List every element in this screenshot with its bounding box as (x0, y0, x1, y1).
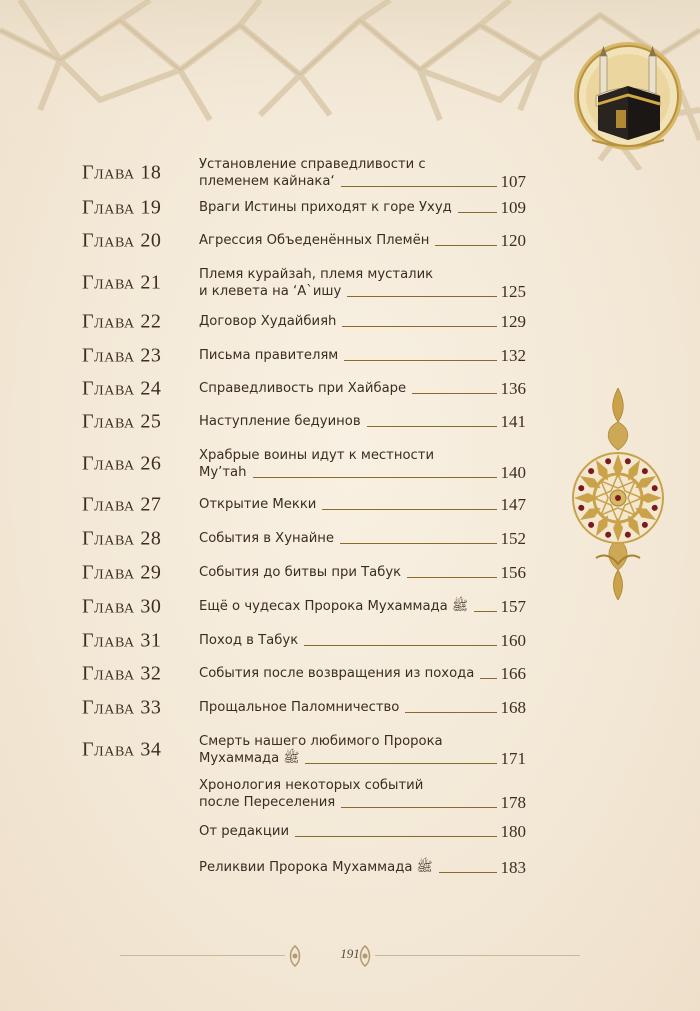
leader-line (305, 763, 496, 764)
entry-title (199, 823, 526, 840)
leader-line (342, 326, 496, 327)
leader-line (439, 872, 497, 873)
page-ref: 168 (500, 698, 526, 717)
toc-entry (82, 662, 526, 684)
entry-title-line: Му’таһ (199, 465, 247, 480)
chapter-label: Глава 19 (82, 196, 162, 218)
entry-title-line: Установление справедливости с (199, 157, 426, 172)
page-ref: 156 (500, 563, 526, 582)
entry-title-line: События после возвращения из похода (199, 666, 475, 681)
page-ref: 140 (500, 463, 526, 482)
entry-title (199, 347, 526, 364)
leader-line (341, 186, 497, 187)
chapter-label: Глава 24 (82, 377, 162, 399)
page-ref: 109 (500, 198, 526, 217)
entry-title (199, 496, 526, 513)
entry-title (199, 266, 526, 300)
entry-title (199, 859, 526, 876)
chapter-label: Глава 33 (82, 696, 162, 718)
leader-line (295, 836, 496, 837)
toc-entry (82, 629, 526, 651)
toc-entry (82, 561, 526, 583)
chapter-label: Глава 26 (82, 452, 162, 475)
entry-title (199, 530, 526, 547)
entry-title (199, 699, 526, 716)
entry-title-line: племенем кайнака‘ (199, 174, 335, 189)
entry-title (199, 156, 526, 190)
page-ref: 160 (500, 631, 526, 650)
entry-title-line: Храбрые воины идут к местности (199, 448, 435, 463)
chapter-label: Глава 23 (82, 344, 162, 366)
page-ref: 157 (500, 597, 526, 616)
entry-title-line: Хронология некоторых событий (199, 778, 424, 793)
toc-entry (82, 266, 526, 300)
toc-entry (82, 410, 526, 432)
entry-title-line: От редакции (199, 824, 290, 839)
chapter-label: Глава 18 (82, 161, 162, 184)
entry-title-line: Мухаммада ﷺ (199, 751, 300, 766)
toc-entry (82, 156, 526, 190)
page-ref: 171 (500, 749, 526, 768)
entry-title-line: Смерть нашего любимого Пророка (199, 734, 443, 749)
leader-line (407, 577, 496, 578)
page-ref: 166 (500, 664, 526, 683)
entry-title (199, 777, 526, 811)
entry-title-line: после Переселения (199, 795, 336, 810)
page-ref: 147 (500, 495, 526, 514)
entry-title (199, 380, 526, 397)
page-ref: 178 (500, 793, 526, 812)
entry-title-line: Прощальное Паломничество (199, 700, 400, 715)
leader-line (341, 807, 496, 808)
entry-title-line: Ещё о чудесах Пророка Мухаммада ﷺ (199, 599, 468, 614)
page-ref: 136 (500, 379, 526, 398)
entry-title-line: и клевета на ‘А`ишу (199, 284, 342, 299)
chapter-label: Глава 28 (82, 527, 162, 549)
entry-title (199, 413, 526, 430)
toc-entry (82, 859, 526, 876)
entry-title-line: Наступление бедуинов (199, 414, 361, 429)
toc-entry (82, 823, 526, 840)
page-ref: 183 (500, 858, 526, 877)
leader-line (367, 426, 497, 427)
leader-line (304, 645, 496, 646)
page-ref: 180 (500, 822, 526, 841)
toc-entry (82, 310, 526, 332)
entry-title (199, 665, 526, 682)
page-ref: 141 (500, 412, 526, 431)
entry-title (199, 564, 526, 581)
chapter-label: Глава 30 (82, 595, 162, 617)
page-ref: 129 (500, 312, 526, 331)
page-ref: 152 (500, 529, 526, 548)
page-ref: 107 (500, 172, 526, 191)
entry-title-line: Враги Истины приходят к горе Ухуд (199, 200, 452, 215)
leader-line (474, 611, 497, 612)
entry-title-line: Реликвии Пророка Мухаммада ﷺ (199, 860, 433, 875)
leader-line (412, 393, 496, 394)
toc-entry (82, 777, 526, 811)
entry-title (199, 598, 526, 615)
toc-entry (82, 229, 526, 251)
chapter-label: Глава 20 (82, 229, 162, 251)
entry-title-line: Справедливость при Хайбаре (199, 381, 407, 396)
chapter-label: Глава 27 (82, 493, 162, 515)
entry-title-line: Письма правителям (199, 348, 339, 363)
chapter-label: Глава 29 (82, 561, 162, 583)
entry-title (199, 232, 526, 249)
entry-title (199, 313, 526, 330)
entry-title-line: Открытие Мекки (199, 497, 317, 512)
toc-entry (82, 344, 526, 366)
leader-line (344, 360, 496, 361)
toc-entry (82, 377, 526, 399)
leader-line (458, 212, 497, 213)
leader-line (480, 678, 496, 679)
entry-title-line: Агрессия Объеденённых Племён (199, 233, 430, 248)
chapter-label: Глава 21 (82, 271, 162, 294)
entry-title-line: События в Хунайне (199, 531, 335, 546)
entry-title (199, 632, 526, 649)
leader-line (347, 296, 496, 297)
leader-line (253, 477, 497, 478)
entry-title (199, 733, 526, 767)
leader-line (435, 245, 496, 246)
chapter-label: Глава 22 (82, 310, 162, 332)
page-ref: 132 (500, 346, 526, 365)
entry-title (199, 447, 526, 481)
chapter-label: Глава 34 (82, 738, 162, 761)
leader-line (405, 712, 496, 713)
toc-entry (82, 595, 526, 617)
chapter-label: Глава 25 (82, 410, 162, 432)
page-number: 191 (340, 946, 360, 961)
entry-title (199, 199, 526, 216)
toc-entry (82, 447, 526, 481)
entry-title-line: События до битвы при Табук (199, 565, 402, 580)
leader-line (322, 509, 496, 510)
chapter-label: Глава 32 (82, 662, 162, 684)
entry-title-line: Договор Худайбияһ (199, 314, 337, 329)
entry-title-line: Племя курайзаһ, племя мусталик (199, 267, 434, 282)
chapter-label: Глава 31 (82, 629, 162, 651)
page-ref: 125 (500, 282, 526, 301)
page-ref: 120 (500, 231, 526, 250)
toc-entry (82, 527, 526, 549)
toc-entry (82, 733, 526, 767)
toc-entry (82, 196, 526, 218)
toc-entry (82, 696, 526, 718)
entry-title-line: Поход в Табук (199, 633, 299, 648)
leader-line (340, 543, 496, 544)
toc-entry (82, 493, 526, 515)
